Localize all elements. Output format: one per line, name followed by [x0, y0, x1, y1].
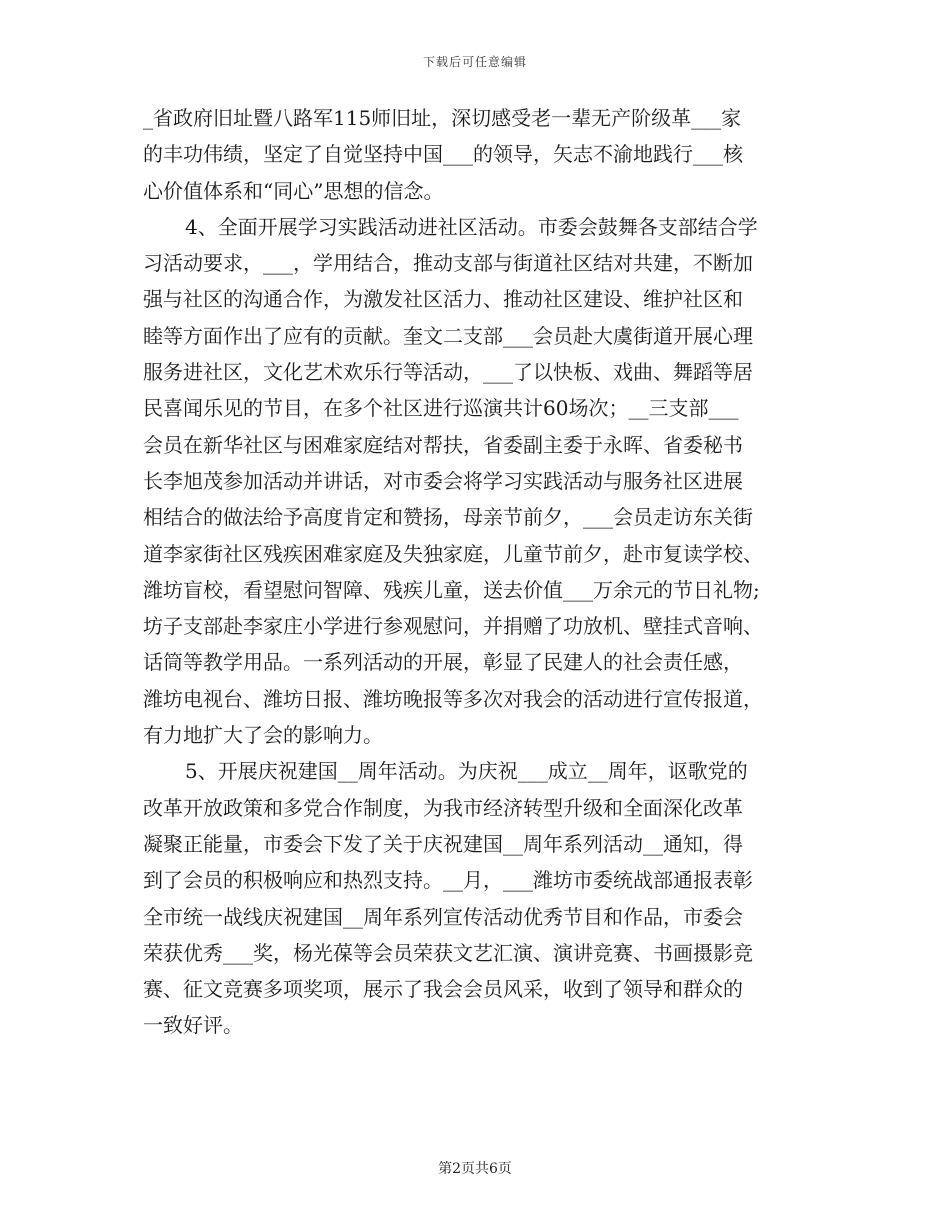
text-line: _省政府旧址暨八路军115师旧址，深切感受老一辈无产阶级革___家 — [143, 106, 742, 130]
text-line: 民喜闻乐见的节目，在多个社区进行巡演共计60场次；__三支部___ — [143, 396, 739, 421]
text-line: 习活动要求，___，学用结合，推动支部与街道社区结对共建，不断加 — [143, 251, 753, 276]
page-header: 下载后可任意编辑 — [422, 55, 527, 69]
text-line: 改革开放政策和多党合作制度，为我市经济转型升级和全面深化改革 — [143, 795, 743, 820]
text-line: 一致好评。 — [143, 1013, 243, 1038]
text-line: 的丰功伟绩，坚定了自觉坚持中国___的领导，矢志不渝地践行___核 — [143, 142, 743, 167]
text-line: 服务进社区，文化艺术欢乐行等活动，___了以快板、戏曲、舞蹈等居 — [143, 360, 753, 385]
text-line: 荣获优秀___奖，杨光葆等会员荣获文艺汇演、演讲竞赛、书画摄影竞 — [143, 940, 753, 965]
text-line: 凝聚正能量，市委会下发了关于庆祝建国__周年系列活动__通知，得 — [143, 831, 743, 856]
text-line: 话筒等教学用品。一系列活动的开展，彰显了民建人的社会责任感， — [143, 650, 743, 675]
text-line: 心价值体系和“同心”思想的信念。 — [143, 178, 444, 203]
paragraph-first-line: 5、开展庆祝建国__周年活动。为庆祝___成立__周年，讴歌党的 — [185, 759, 748, 784]
text-line: 赛、征文竞赛多项奖项，展示了我会会员风采，收到了领导和群众的 — [143, 977, 743, 1002]
text-line: 潍坊电视台、潍坊日报、潍坊晚报等多次对我会的活动进行宣传报道， — [143, 686, 763, 711]
page-number: 第2页共6页 — [438, 1161, 512, 1177]
text-line: 有力地扩大了会的影响力。 — [143, 723, 383, 748]
text-line: 睦等方面作出了应有的贡献。奎文二支部___会员赴大虞街道开展心理 — [143, 323, 753, 348]
text-line: 会员在新华社区与困难家庭结对帮扶，省委副主委于永晖、省委秘书 — [143, 432, 743, 457]
text-line: 强与社区的沟通合作，为激发社区活力、推动社区建设、维护社区和 — [143, 287, 743, 312]
text-line: 坊子支部赴李家庄小学进行参观慰问，并捐赠了功放机、壁挂式音响、 — [143, 614, 763, 639]
text-line: 潍坊盲校，看望慰问智障、残疾儿童，送去价值___万余元的节日礼物; — [143, 577, 760, 602]
text-line: 道李家街社区残疾困难家庭及失独家庭，儿童节前夕，赴市复读学校、 — [143, 541, 763, 566]
text-line: 相结合的做法给予高度肯定和赞扬，母亲节前夕，___会员走访东关街 — [143, 505, 753, 530]
paragraph-first-line: 4、全面开展学习实践活动进社区活动。市委会鼓舞各支部结合学 — [185, 214, 758, 239]
document-body — [143, 100, 805, 1044]
text-line: 长李旭茂参加活动并讲话，对市委会将学习实践活动与服务社区进展 — [143, 468, 743, 493]
text-line: 全市统一战线庆祝建国__周年系列宣传活动优秀节目和作品，市委会 — [143, 904, 743, 929]
text-line: 到了会员的积极响应和热烈支持。__月，___潍坊市委统战部通报表彰 — [143, 868, 753, 893]
